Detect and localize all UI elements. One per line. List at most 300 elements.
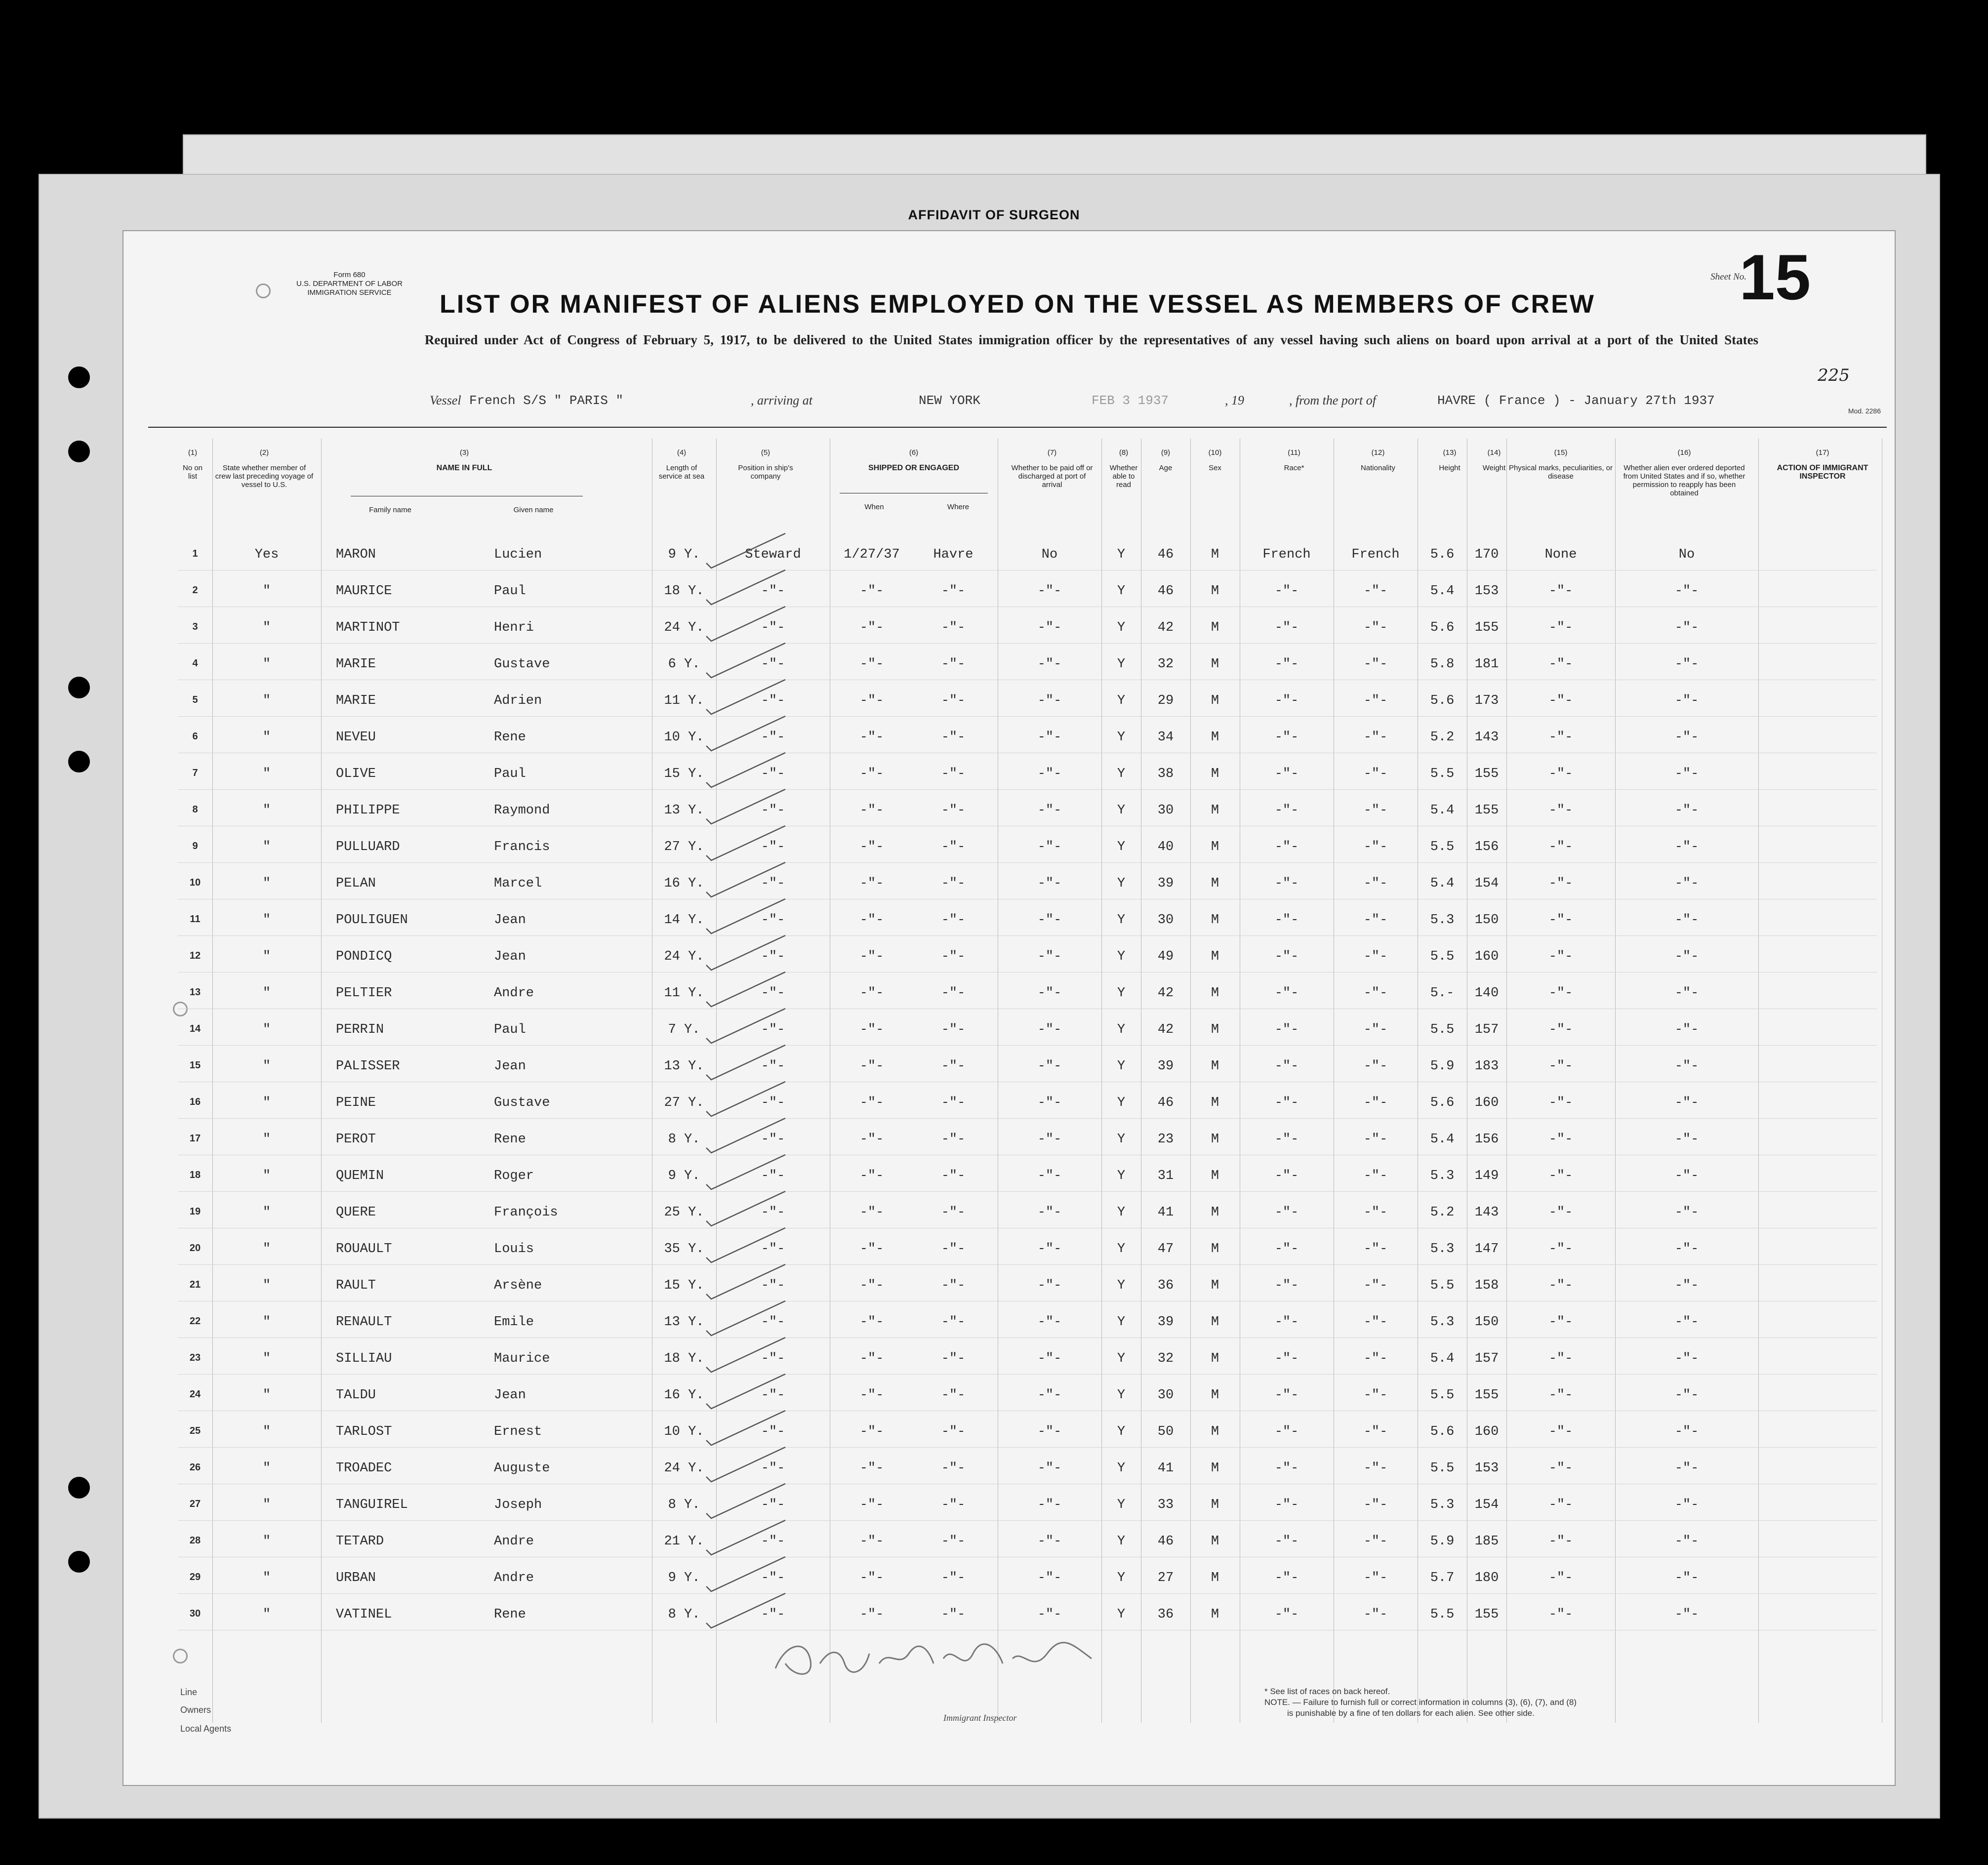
cell-deported: -"- bbox=[1674, 913, 1699, 928]
cell-sex: M bbox=[1211, 1059, 1219, 1074]
cell-nationality: -"- bbox=[1363, 1607, 1388, 1622]
cell-race: -"- bbox=[1274, 1351, 1299, 1366]
cell-age: 46 bbox=[1157, 547, 1174, 562]
cell-read: Y bbox=[1117, 986, 1126, 1001]
cell-marks: -"- bbox=[1548, 1095, 1573, 1110]
row-number: 14 bbox=[189, 1023, 201, 1034]
cell-weight: 153 bbox=[1474, 584, 1499, 599]
col-num: (15) bbox=[1554, 448, 1568, 457]
cell-position: -"- bbox=[761, 1315, 785, 1330]
cell-sex: M bbox=[1211, 949, 1219, 964]
cell-deported: -"- bbox=[1674, 1059, 1699, 1074]
cell-where: -"- bbox=[941, 949, 966, 964]
cell-nationality: -"- bbox=[1363, 1498, 1388, 1512]
cell-paid-off: -"- bbox=[1037, 803, 1062, 818]
cell-position: -"- bbox=[761, 913, 785, 928]
row-number: 7 bbox=[192, 768, 198, 778]
cell-sex: M bbox=[1211, 803, 1219, 818]
cell-height: 5.3 bbox=[1430, 1242, 1455, 1257]
cell-race: -"- bbox=[1274, 584, 1299, 599]
cell-deported: -"- bbox=[1674, 1242, 1699, 1257]
cell-given-name: Jean bbox=[494, 949, 526, 964]
cell-state: " bbox=[262, 840, 271, 854]
cell-family-name: PEINE bbox=[336, 1095, 376, 1110]
cell-sex: M bbox=[1211, 1132, 1219, 1147]
cell-position: -"- bbox=[761, 1022, 785, 1037]
cell-race: -"- bbox=[1274, 1607, 1299, 1622]
cell-height: 5.5 bbox=[1430, 1278, 1455, 1293]
cell-given-name: Ernest bbox=[494, 1424, 542, 1439]
cell-deported: -"- bbox=[1674, 1461, 1699, 1476]
col-label: State whether member of crew last preceding voyage of vessel to U.S. bbox=[215, 464, 314, 489]
cell-sex: M bbox=[1211, 1388, 1219, 1403]
cell-age: 46 bbox=[1157, 584, 1174, 599]
cell-given-name: Paul bbox=[494, 767, 526, 781]
department-name: U.S. DEPARTMENT OF LABOR bbox=[296, 280, 403, 288]
cell-given-name: Jean bbox=[494, 1388, 526, 1403]
col-num: (11) bbox=[1288, 448, 1300, 457]
cell-when: -"- bbox=[859, 840, 884, 854]
cell-given-name: Paul bbox=[494, 1022, 526, 1037]
cell-family-name: MARON bbox=[336, 547, 376, 562]
cell-paid-off: -"- bbox=[1037, 1388, 1062, 1403]
cell-nationality: -"- bbox=[1363, 730, 1388, 745]
cell-height: 5.5 bbox=[1430, 1607, 1455, 1622]
row-number: 12 bbox=[189, 950, 201, 961]
cell-where: -"- bbox=[941, 1351, 966, 1366]
table-row bbox=[123, 684, 1897, 720]
affidavit-heading: AFFIDAVIT OF SURGEON bbox=[908, 207, 1080, 222]
cell-where: -"- bbox=[941, 730, 966, 745]
cell-family-name: URBAN bbox=[336, 1571, 376, 1585]
footer-note-line: is punishable by a fine of ten dollars for each alien. See other side. bbox=[1287, 1708, 1535, 1718]
cell-given-name: Gustave bbox=[494, 1095, 550, 1110]
cell-family-name: PULLUARD bbox=[336, 840, 400, 854]
cell-sex: M bbox=[1211, 876, 1219, 891]
cell-paid-off: -"- bbox=[1037, 1498, 1062, 1512]
cell-given-name: François bbox=[494, 1205, 558, 1220]
cell-paid-off: -"- bbox=[1037, 657, 1062, 672]
col-label: Position in ship's company bbox=[738, 464, 793, 481]
cell-deported: -"- bbox=[1674, 876, 1699, 891]
table-row bbox=[123, 1341, 1897, 1378]
cell-when: -"- bbox=[859, 1132, 884, 1147]
row-number: 16 bbox=[189, 1096, 201, 1107]
cell-age: 30 bbox=[1157, 803, 1174, 818]
cell-race: -"- bbox=[1274, 1278, 1299, 1293]
cell-read: Y bbox=[1117, 1242, 1126, 1257]
cell-age: 30 bbox=[1157, 913, 1174, 928]
table-row bbox=[123, 976, 1897, 1013]
cell-given-name: Gustave bbox=[494, 657, 550, 672]
cell-deported: -"- bbox=[1674, 693, 1699, 708]
cell-nationality: -"- bbox=[1363, 1351, 1388, 1366]
col-header-height bbox=[1427, 448, 1472, 472]
cell-given-name: Rene bbox=[494, 1607, 526, 1622]
cell-service: 6 Y. bbox=[668, 657, 700, 672]
cell-service: 24 Y. bbox=[664, 620, 704, 635]
cell-read: Y bbox=[1117, 584, 1126, 599]
cell-state: " bbox=[262, 1059, 271, 1074]
col-num: (16) bbox=[1677, 448, 1691, 457]
cell-weight: 160 bbox=[1474, 1095, 1499, 1110]
cell-where: -"- bbox=[941, 767, 966, 781]
row-number: 13 bbox=[189, 987, 201, 998]
binder-hole bbox=[68, 366, 90, 388]
cell-family-name: POULIGUEN bbox=[336, 913, 408, 928]
cell-marks: -"- bbox=[1548, 584, 1573, 599]
cell-sex: M bbox=[1211, 1095, 1219, 1110]
cell-where: -"- bbox=[941, 657, 966, 672]
cell-family-name: PALISSER bbox=[336, 1059, 400, 1074]
cell-sex: M bbox=[1211, 584, 1219, 599]
row-number: 15 bbox=[189, 1060, 201, 1071]
cell-given-name: Andre bbox=[494, 986, 534, 1001]
cell-height: 5.3 bbox=[1430, 1498, 1455, 1512]
cell-marks: -"- bbox=[1548, 730, 1573, 745]
cell-service: 27 Y. bbox=[664, 1095, 704, 1110]
cell-height: 5.4 bbox=[1430, 1351, 1455, 1366]
cell-family-name: NEVEU bbox=[336, 730, 376, 745]
cell-nationality: -"- bbox=[1363, 1205, 1388, 1220]
footer-note-line: * See list of races on back hereof. bbox=[1264, 1687, 1390, 1696]
cell-position: -"- bbox=[761, 803, 785, 818]
cell-position: -"- bbox=[761, 1095, 785, 1110]
cell-paid-off: -"- bbox=[1037, 1278, 1062, 1293]
cell-height: 5.4 bbox=[1430, 584, 1455, 599]
col-label: No on list bbox=[182, 464, 203, 481]
cell-race: -"- bbox=[1274, 693, 1299, 708]
cell-paid-off: -"- bbox=[1037, 1315, 1062, 1330]
cell-read: Y bbox=[1117, 803, 1126, 818]
cell-weight: 149 bbox=[1474, 1169, 1499, 1183]
cell-family-name: TROADEC bbox=[336, 1461, 392, 1476]
cell-deported: -"- bbox=[1674, 1498, 1699, 1512]
cell-position: -"- bbox=[761, 1534, 785, 1549]
cell-sex: M bbox=[1211, 840, 1219, 854]
col-num: (6) bbox=[909, 448, 919, 457]
cell-paid-off: -"- bbox=[1037, 767, 1062, 781]
row-number: 8 bbox=[192, 804, 198, 815]
cell-given-name: Adrien bbox=[494, 693, 542, 708]
binder-hole bbox=[68, 751, 90, 772]
col-header-marks bbox=[1506, 448, 1615, 481]
table-row bbox=[123, 1488, 1897, 1524]
cell-position: -"- bbox=[761, 1424, 785, 1439]
cell-where: -"- bbox=[941, 1278, 966, 1293]
row-number: 30 bbox=[189, 1608, 201, 1619]
cell-age: 46 bbox=[1157, 1534, 1174, 1549]
cell-race: -"- bbox=[1274, 840, 1299, 854]
cell-paid-off: -"- bbox=[1037, 620, 1062, 635]
cell-read: Y bbox=[1117, 1571, 1126, 1585]
cell-state: " bbox=[262, 1461, 271, 1476]
cell-age: 29 bbox=[1157, 693, 1174, 708]
cell-weight: 155 bbox=[1474, 620, 1499, 635]
cell-paid-off: -"- bbox=[1037, 1534, 1062, 1549]
cell-given-name: Emile bbox=[494, 1315, 534, 1330]
arrival-date-stamp: FEB 3 1937 bbox=[1092, 393, 1169, 408]
cell-paid-off: -"- bbox=[1037, 1132, 1062, 1147]
cell-when: -"- bbox=[859, 584, 884, 599]
cell-marks: -"- bbox=[1548, 1022, 1573, 1037]
cell-read: Y bbox=[1117, 913, 1126, 928]
service-name: IMMIGRATION SERVICE bbox=[307, 288, 392, 297]
col-subheader-where: Where bbox=[947, 503, 970, 511]
cell-family-name: PERRIN bbox=[336, 1022, 384, 1037]
cell-weight: 155 bbox=[1474, 1607, 1499, 1622]
cell-weight: 160 bbox=[1474, 1424, 1499, 1439]
cell-family-name: TALDU bbox=[336, 1388, 376, 1403]
cell-paid-off: -"- bbox=[1037, 1095, 1062, 1110]
cell-height: 5.6 bbox=[1430, 693, 1455, 708]
cell-sex: M bbox=[1211, 657, 1219, 672]
cell-nationality: -"- bbox=[1363, 1059, 1388, 1074]
cell-given-name: Auguste bbox=[494, 1461, 550, 1476]
cell-service: 35 Y. bbox=[664, 1242, 704, 1257]
cell-nationality: -"- bbox=[1363, 840, 1388, 854]
cell-deported: -"- bbox=[1674, 1571, 1699, 1585]
cell-marks: -"- bbox=[1548, 876, 1573, 891]
col-label: Physical marks, peculiarities, or disease bbox=[1508, 464, 1613, 481]
cell-height: 5.6 bbox=[1430, 547, 1455, 562]
cell-race: -"- bbox=[1274, 913, 1299, 928]
cell-deported: -"- bbox=[1674, 1315, 1699, 1330]
col-label: ACTION OF IMMIGRANT INSPECTOR bbox=[1777, 464, 1868, 481]
cell-read: Y bbox=[1117, 1607, 1126, 1622]
col-label: Weight bbox=[1482, 464, 1506, 472]
cell-sex: M bbox=[1211, 1461, 1219, 1476]
cell-height: 5.8 bbox=[1430, 657, 1455, 672]
cell-age: 36 bbox=[1157, 1607, 1174, 1622]
cell-marks: -"- bbox=[1548, 1169, 1573, 1183]
cell-state: " bbox=[262, 1315, 271, 1330]
cell-when: -"- bbox=[859, 1461, 884, 1476]
table-row bbox=[123, 757, 1897, 793]
cell-height: 5.9 bbox=[1430, 1059, 1455, 1074]
cell-where: -"- bbox=[941, 1169, 966, 1183]
table-row bbox=[123, 1305, 1897, 1341]
cell-when: -"- bbox=[859, 730, 884, 745]
cell-sex: M bbox=[1211, 1242, 1219, 1257]
cell-age: 47 bbox=[1157, 1242, 1174, 1257]
form-reference bbox=[296, 271, 403, 297]
cell-race: -"- bbox=[1274, 1169, 1299, 1183]
row-rule bbox=[178, 643, 1877, 644]
cell-where: -"- bbox=[941, 1498, 966, 1512]
cell-marks: -"- bbox=[1548, 1461, 1573, 1476]
cell-height: 5.3 bbox=[1430, 1169, 1455, 1183]
row-rule bbox=[178, 1045, 1877, 1046]
table-row bbox=[123, 1561, 1897, 1597]
mod-number: Mod. 2286 bbox=[1848, 407, 1881, 415]
cell-paid-off: No bbox=[1041, 547, 1058, 562]
cell-nationality: -"- bbox=[1363, 1571, 1388, 1585]
cell-weight: 143 bbox=[1474, 730, 1499, 745]
cell-weight: 147 bbox=[1474, 1242, 1499, 1257]
cell-when: -"- bbox=[859, 913, 884, 928]
cell-position: -"- bbox=[761, 876, 785, 891]
row-number: 22 bbox=[189, 1316, 201, 1327]
cell-nationality: -"- bbox=[1363, 1534, 1388, 1549]
cell-height: 5.4 bbox=[1430, 1132, 1455, 1147]
cell-given-name: Louis bbox=[494, 1242, 534, 1257]
cell-marks: -"- bbox=[1548, 1534, 1573, 1549]
cell-sex: M bbox=[1211, 767, 1219, 781]
cell-service: 16 Y. bbox=[664, 876, 704, 891]
cell-family-name: PELAN bbox=[336, 876, 376, 891]
cell-state: " bbox=[262, 1571, 271, 1585]
cell-deported: -"- bbox=[1674, 1095, 1699, 1110]
cell-weight: 180 bbox=[1474, 1571, 1499, 1585]
cell-state: " bbox=[262, 1205, 271, 1220]
cell-state: " bbox=[262, 1132, 271, 1147]
table-row bbox=[123, 1597, 1897, 1634]
cell-nationality: French bbox=[1351, 547, 1400, 562]
cell-paid-off: -"- bbox=[1037, 1059, 1062, 1074]
cell-when: -"- bbox=[859, 803, 884, 818]
cell-marks: -"- bbox=[1548, 1205, 1573, 1220]
cell-paid-off: -"- bbox=[1037, 693, 1062, 708]
table-row bbox=[123, 1049, 1897, 1086]
cell-state: " bbox=[262, 730, 271, 745]
cell-state: " bbox=[262, 1242, 271, 1257]
cell-marks: -"- bbox=[1548, 840, 1573, 854]
col-num: (8) bbox=[1119, 448, 1129, 457]
cell-race: -"- bbox=[1274, 1315, 1299, 1330]
col-header-age bbox=[1146, 448, 1185, 472]
cell-when: -"- bbox=[859, 1351, 884, 1366]
cell-read: Y bbox=[1117, 876, 1126, 891]
cell-age: 46 bbox=[1157, 1095, 1174, 1110]
cell-position: -"- bbox=[761, 1278, 785, 1293]
cell-family-name: PELTIER bbox=[336, 986, 392, 1001]
cell-where: -"- bbox=[941, 1571, 966, 1585]
cell-when: -"- bbox=[859, 1059, 884, 1074]
col-label: Nationality bbox=[1360, 464, 1396, 472]
table-row bbox=[123, 610, 1897, 647]
cell-family-name: RENAULT bbox=[336, 1315, 392, 1330]
cell-where: -"- bbox=[941, 840, 966, 854]
cell-where: -"- bbox=[941, 1607, 966, 1622]
cell-height: 5.2 bbox=[1430, 730, 1455, 745]
cell-state: " bbox=[262, 1169, 271, 1183]
cell-sex: M bbox=[1211, 986, 1219, 1001]
cell-service: 24 Y. bbox=[664, 1461, 704, 1476]
cell-height: 5.- bbox=[1430, 986, 1455, 1001]
row-number: 26 bbox=[189, 1462, 201, 1473]
cell-state: " bbox=[262, 1351, 271, 1366]
cell-weight: 156 bbox=[1474, 1132, 1499, 1147]
row-rule bbox=[178, 716, 1877, 717]
cell-given-name: Rene bbox=[494, 1132, 526, 1147]
cell-state: " bbox=[262, 767, 271, 781]
cell-height: 5.5 bbox=[1430, 767, 1455, 781]
cell-age: 33 bbox=[1157, 1498, 1174, 1512]
cell-position: -"- bbox=[761, 1132, 785, 1147]
cell-height: 5.5 bbox=[1430, 1388, 1455, 1403]
cell-service: 25 Y. bbox=[664, 1205, 704, 1220]
cell-service: 15 Y. bbox=[664, 767, 704, 781]
row-rule bbox=[178, 972, 1877, 973]
cell-family-name: PEROT bbox=[336, 1132, 376, 1147]
cell-given-name: Andre bbox=[494, 1571, 534, 1585]
cell-position: Steward bbox=[745, 547, 801, 562]
cell-given-name: Jean bbox=[494, 1059, 526, 1074]
cell-age: 39 bbox=[1157, 1315, 1174, 1330]
cell-marks: -"- bbox=[1548, 803, 1573, 818]
cell-paid-off: -"- bbox=[1037, 1242, 1062, 1257]
cell-state: " bbox=[262, 584, 271, 599]
cell-family-name: PONDICQ bbox=[336, 949, 392, 964]
cell-race: French bbox=[1262, 547, 1311, 562]
cell-state: " bbox=[262, 1534, 271, 1549]
cell-read: Y bbox=[1117, 1132, 1126, 1147]
cell-weight: 155 bbox=[1474, 803, 1499, 818]
cell-race: -"- bbox=[1274, 1571, 1299, 1585]
vessel-value: French S/S " PARIS " bbox=[469, 393, 624, 408]
cell-deported: -"- bbox=[1674, 949, 1699, 964]
cell-marks: -"- bbox=[1548, 1132, 1573, 1147]
footer-note-line: NOTE. — Failure to furnish full or correct information in columns (3), (6), (7), and (8) bbox=[1264, 1698, 1577, 1707]
cell-nationality: -"- bbox=[1363, 1242, 1388, 1257]
cell-age: 49 bbox=[1157, 949, 1174, 964]
cell-state: " bbox=[262, 620, 271, 635]
cell-when: -"- bbox=[859, 1242, 884, 1257]
cell-deported: -"- bbox=[1674, 620, 1699, 635]
footer-inspector-label: Immigrant Inspector bbox=[943, 1713, 1017, 1723]
cell-weight: 185 bbox=[1474, 1534, 1499, 1549]
cell-height: 5.3 bbox=[1430, 1315, 1455, 1330]
col-header-service bbox=[657, 448, 706, 481]
cell-age: 31 bbox=[1157, 1169, 1174, 1183]
cell-marks: -"- bbox=[1548, 620, 1573, 635]
col-num: (4) bbox=[677, 448, 687, 457]
form-number: Form 680 bbox=[333, 271, 365, 279]
cell-height: 5.5 bbox=[1430, 1461, 1455, 1476]
row-number: 4 bbox=[192, 658, 198, 669]
cell-deported: -"- bbox=[1674, 730, 1699, 745]
cell-deported: -"- bbox=[1674, 1534, 1699, 1549]
cell-deported: -"- bbox=[1674, 803, 1699, 818]
cell-position: -"- bbox=[761, 1059, 785, 1074]
col-label: Whether to be paid off or discharged at port of arrival bbox=[1011, 464, 1093, 489]
cell-weight: 170 bbox=[1474, 547, 1499, 562]
cell-service: 14 Y. bbox=[664, 913, 704, 928]
cell-nationality: -"- bbox=[1363, 876, 1388, 891]
cell-position: -"- bbox=[761, 1498, 785, 1512]
row-number: 1 bbox=[192, 548, 198, 559]
cell-race: -"- bbox=[1274, 1242, 1299, 1257]
cell-height: 5.7 bbox=[1430, 1571, 1455, 1585]
cell-where: -"- bbox=[941, 1388, 966, 1403]
cell-nationality: -"- bbox=[1363, 1095, 1388, 1110]
cell-marks: -"- bbox=[1548, 1059, 1573, 1074]
cell-race: -"- bbox=[1274, 1132, 1299, 1147]
cell-read: Y bbox=[1117, 1095, 1126, 1110]
cell-where: -"- bbox=[941, 1534, 966, 1549]
col-num: (1) bbox=[188, 448, 198, 457]
cell-marks: None bbox=[1544, 547, 1577, 562]
row-number: 20 bbox=[189, 1243, 201, 1254]
cell-weight: 143 bbox=[1474, 1205, 1499, 1220]
cell-nationality: -"- bbox=[1363, 767, 1388, 781]
cell-where: -"- bbox=[941, 986, 966, 1001]
row-number: 23 bbox=[189, 1352, 201, 1363]
cell-nationality: -"- bbox=[1363, 803, 1388, 818]
cell-when: -"- bbox=[859, 1498, 884, 1512]
cell-nationality: -"- bbox=[1363, 1388, 1388, 1403]
